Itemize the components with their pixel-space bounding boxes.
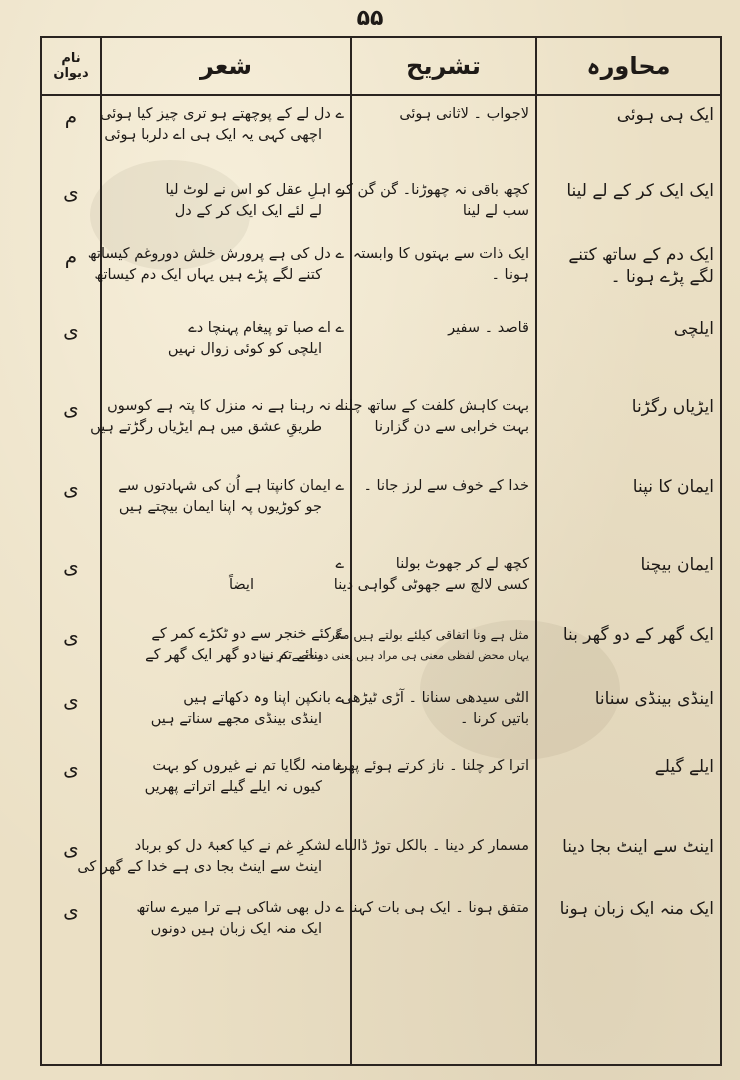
verse-line: ے بانکپن اپنا وہ دکھاتے ہیں bbox=[183, 690, 344, 706]
meaning-line: سب لے لینا bbox=[462, 203, 529, 219]
verse-line: ایلچی کو کوئی زوال نہیں bbox=[167, 341, 322, 357]
meaning-line: یہاں محض لفظی معنی ہی مراد ہیں یعنی دو حصے کر دینا bbox=[258, 649, 529, 662]
verse-cell bbox=[87, 244, 351, 318]
verse-line: ے دل کی ہے پرورش خلش دوروغم کیساتھ bbox=[87, 246, 344, 262]
meaning-cell bbox=[258, 624, 536, 688]
header-meaning: تشریح bbox=[351, 37, 536, 95]
verse-cell bbox=[90, 396, 351, 476]
table-row bbox=[41, 95, 721, 180]
diwan-cell: ی bbox=[41, 688, 101, 756]
diwan-cell: م bbox=[41, 95, 101, 180]
verse-line: بنائے تم نے دو گھر ایک گھر کے bbox=[145, 647, 322, 663]
page-number: ۵۵ bbox=[356, 6, 384, 31]
meaning-line: قاصد ۔ سفیر bbox=[448, 320, 529, 336]
table-row bbox=[41, 898, 721, 978]
meaning-cell bbox=[351, 95, 536, 180]
verse-line: ے کئے خنجر سے دو ٹکڑے کمر کے bbox=[151, 626, 344, 642]
meaning-cell bbox=[351, 244, 536, 318]
verse-cell bbox=[101, 95, 351, 180]
verse-line: اچھی کہی یہ ایک ہی اے دلربا ہوئی bbox=[104, 127, 322, 143]
idiom-cell: ایلچی bbox=[536, 318, 721, 396]
idiom-cell: ایڑیاں رگڑنا bbox=[536, 396, 721, 476]
meaning-line: مثل ہے ونا اتفاقی کیلئے بولتے ہیں مگر bbox=[328, 627, 529, 642]
verse-line: ایک منہ ایک زبان ہیں دونوں bbox=[150, 921, 322, 937]
meaning-cell bbox=[340, 688, 536, 756]
verse-line: اینڈی بینڈی مجھے سناتے ہیں bbox=[150, 711, 322, 727]
table-row bbox=[41, 396, 721, 476]
meaning-cell bbox=[351, 318, 536, 396]
diwan-cell: ی bbox=[41, 396, 101, 476]
idiom-cell: اینڈی بینڈی سنانا bbox=[536, 688, 721, 756]
meaning-line: کچھ باقی نہ چھوڑنا۔ گن گن کر bbox=[338, 182, 529, 198]
meaning-cell bbox=[332, 756, 536, 836]
meaning-line: خدا کے خوف سے لرز جانا ۔ bbox=[363, 478, 529, 494]
table-row bbox=[41, 836, 721, 898]
table-row-empty bbox=[41, 978, 721, 1065]
verse-line: ے دل لے کے پوچھتے ہو تری چیز کیا ہوئی bbox=[100, 106, 344, 122]
verse-line: ے دل بھی شاکی ہے ترا میرے ساتھ bbox=[136, 900, 344, 916]
meaning-line: بہت کاہش کلفت کے ساتھ چلنا bbox=[339, 398, 529, 414]
verse-line: کتنے لگے پڑے ہیں یہاں ایک دم کیساتھ bbox=[94, 267, 322, 283]
meaning-cell bbox=[333, 554, 536, 624]
verse-line: طریقِ عشق میں ہم ایڑیاں رگڑتے ہیں bbox=[90, 419, 322, 435]
verse-line: کیوں نہ ایلے گیلے اتراتے پھریں bbox=[144, 779, 322, 795]
verse-line: ایضاً bbox=[228, 577, 254, 593]
verse-line: ے bbox=[335, 556, 344, 572]
table-row bbox=[41, 688, 721, 756]
diwan-cell: ی bbox=[41, 836, 101, 898]
meaning-cell bbox=[338, 180, 536, 244]
diwan-cell: ی bbox=[41, 180, 101, 244]
meaning-line: اترا کر چلنا ۔ ناز کرتے ہوئے پھرنا bbox=[332, 758, 529, 774]
diwan-cell: ی bbox=[41, 554, 101, 624]
table-row bbox=[41, 244, 721, 318]
idiom-cell: ایمان کا نپنا bbox=[536, 476, 721, 554]
idiom-cell: ایک دم کے ساتھ کتنے لگے پڑے ہونا ۔ bbox=[536, 244, 721, 318]
meaning-line: مسمار کر دینا ۔ بالکل توڑ ڈالنا bbox=[344, 838, 529, 854]
meaning-line: کچھ لے کر جھوٹ بولنا bbox=[395, 556, 529, 572]
verse-cell bbox=[101, 180, 351, 244]
table-row bbox=[41, 756, 721, 836]
header-diwan-name: نام دیوان bbox=[41, 37, 101, 95]
meaning-line: الٹی سیدھی سنانا ۔ آڑی ٹیڑھی bbox=[340, 690, 529, 706]
header-verse: شعر bbox=[101, 37, 351, 95]
table-row bbox=[41, 554, 721, 624]
verse-line: اینٹ سے اینٹ بجا دی ہے خدا کے گھر کی bbox=[77, 859, 322, 875]
idiom-cell: ایک ہی ہوئی bbox=[536, 95, 721, 180]
meaning-line: ایک ذات سے بہتوں کا وابستہ bbox=[352, 246, 529, 262]
verse-line: ے اے صبا تو پیغام پہنچا دے bbox=[188, 320, 344, 336]
verse-line: ے نہ رہنا ہے نہ منزل کا پتہ ہے کوسوں bbox=[107, 398, 344, 414]
meaning-cell bbox=[348, 898, 536, 978]
meaning-line: باتیں کرنا ۔ bbox=[460, 711, 529, 727]
meaning-line: کسی لالچ سے جھوٹی گواہی دینا bbox=[333, 577, 529, 593]
meaning-line: ہونا ۔ bbox=[491, 267, 529, 283]
table-row bbox=[41, 624, 721, 688]
verse-line: ے منہ لگایا تم نے غیروں کو بہت bbox=[152, 758, 344, 774]
idiom-cell: ایک منہ ایک زبان ہونا bbox=[536, 898, 721, 978]
verse-line: ے لشکرِ غم نے کیا کعبۂ دل کو برباد bbox=[134, 838, 344, 854]
idiom-cell: ایمان بیچنا bbox=[536, 554, 721, 624]
meaning-line: متفق ہونا ۔ ایک ہی بات کہنا bbox=[348, 900, 529, 916]
verse-line: جو کوڑیوں پہ اپنا ایمان بیچتے ہیں bbox=[118, 499, 322, 515]
table-row bbox=[41, 318, 721, 396]
verse-cell bbox=[101, 476, 351, 554]
verse-cell bbox=[77, 836, 351, 898]
idiom-cell: اینٹ سے اینٹ بجا دینا bbox=[536, 836, 721, 898]
verse-line: لے لئے ایک ایک کر کے دل bbox=[174, 203, 322, 219]
diwan-cell: ی bbox=[41, 318, 101, 396]
meaning-cell bbox=[339, 396, 536, 476]
table-row bbox=[41, 180, 721, 244]
meaning-line: بہت خرابی سے دن گزارنا bbox=[374, 419, 529, 435]
verse-cell bbox=[101, 688, 351, 756]
diwan-cell: ی bbox=[41, 898, 101, 978]
diwan-cell: ی bbox=[41, 624, 101, 688]
idiom-cell: ایلے گیلے bbox=[536, 756, 721, 836]
header-row bbox=[41, 37, 721, 95]
verse-line: ے اہلِ عقل کو اس نے لوٹ لیا bbox=[165, 182, 344, 198]
verse-cell bbox=[101, 318, 351, 396]
header-idiom: محاورہ bbox=[536, 37, 721, 95]
verse-cell bbox=[101, 554, 351, 624]
verse-line: ے ایمان کانپتا ہے اُن کی شہادتوں سے bbox=[118, 478, 344, 494]
meaning-line: لاجواب ۔ لاثانی ہوئی bbox=[399, 106, 529, 122]
meaning-cell bbox=[344, 836, 536, 898]
verse-cell bbox=[101, 756, 351, 836]
verse-cell bbox=[101, 624, 351, 688]
meaning-cell bbox=[351, 476, 536, 554]
idioms-table bbox=[40, 36, 722, 1066]
idiom-cell: ایک گھر کے دو گھر بنا bbox=[536, 624, 721, 688]
diwan-cell: م bbox=[41, 244, 101, 318]
diwan-cell: ی bbox=[41, 476, 101, 554]
idiom-cell: ایک ایک کر کے لے لینا bbox=[536, 180, 721, 244]
table-row bbox=[41, 476, 721, 554]
diwan-cell: ی bbox=[41, 756, 101, 836]
verse-cell bbox=[101, 898, 351, 978]
